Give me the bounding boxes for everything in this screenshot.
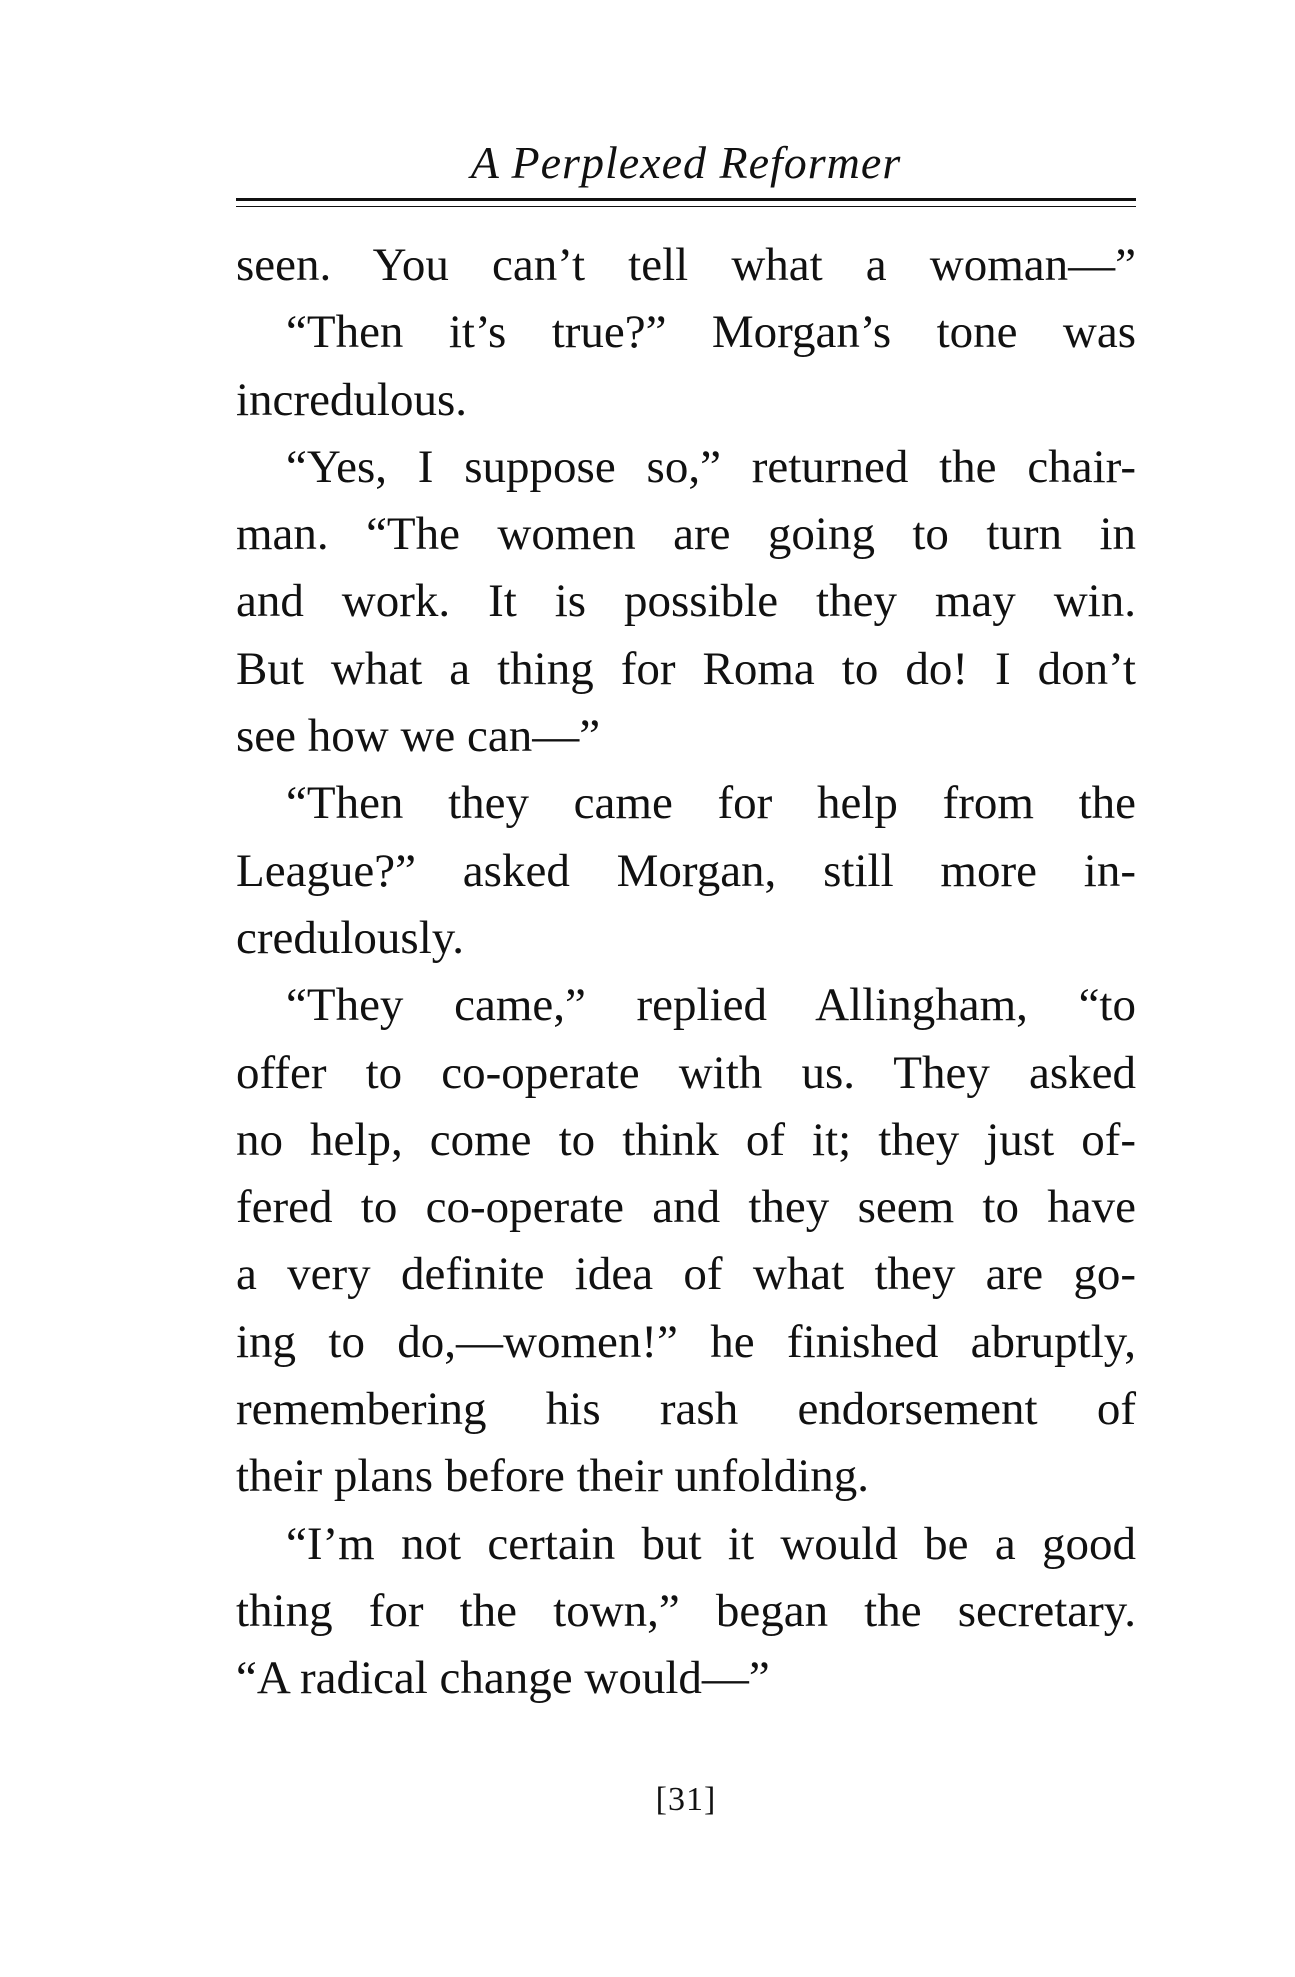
text-line: a very definite idea of what they are go- (236, 1248, 1136, 1301)
text-line: no help, come to think of it; they just of- (236, 1113, 1136, 1166)
text-line: seen. You can’t tell what a woman—” (236, 239, 1136, 291)
text-line: “Then they came for help from the (286, 777, 1136, 830)
text-line: man. “The women are going to turn in (236, 508, 1136, 561)
text-line: incredulous. (236, 373, 468, 426)
running-head: A Perplexed Reformer (470, 137, 902, 188)
text-line: credulously. (236, 911, 464, 964)
text-line: “I’m not certain but it would be a good (286, 1517, 1136, 1570)
text-line: thing for the town,” began the secretary. (236, 1584, 1136, 1637)
text-line: ing to do,—women!” he finished abruptly, (236, 1315, 1136, 1368)
text-line: “Then it’s true?” Morgan’s tone was (286, 306, 1136, 359)
body-text (236, 232, 1136, 1713)
text-line: But what a thing for Roma to do! I don’t (236, 642, 1136, 695)
text-line: “They came,” replied Allingham, “to (286, 979, 1136, 1032)
text-line: their plans before their unfolding. (236, 1450, 870, 1503)
text-line: fered to co-operate and they seem to have (236, 1181, 1136, 1234)
text-line: offer to co-operate with us. They asked (236, 1046, 1136, 1099)
header-rule-thin (236, 206, 1136, 207)
text-line: remembering his rash endorsement of (236, 1383, 1136, 1436)
text-line: see how we can—” (236, 710, 601, 763)
text-line: and work. It is possible they may win. (236, 575, 1136, 628)
text-line: League?” asked Morgan, still more in- (236, 844, 1136, 897)
page-number: [31] (655, 1781, 717, 1818)
text-line: “Yes, I suppose so,” returned the chair- (286, 440, 1136, 493)
header-rule-thick (236, 198, 1136, 201)
text-line: “A radical change would—” (236, 1652, 770, 1705)
